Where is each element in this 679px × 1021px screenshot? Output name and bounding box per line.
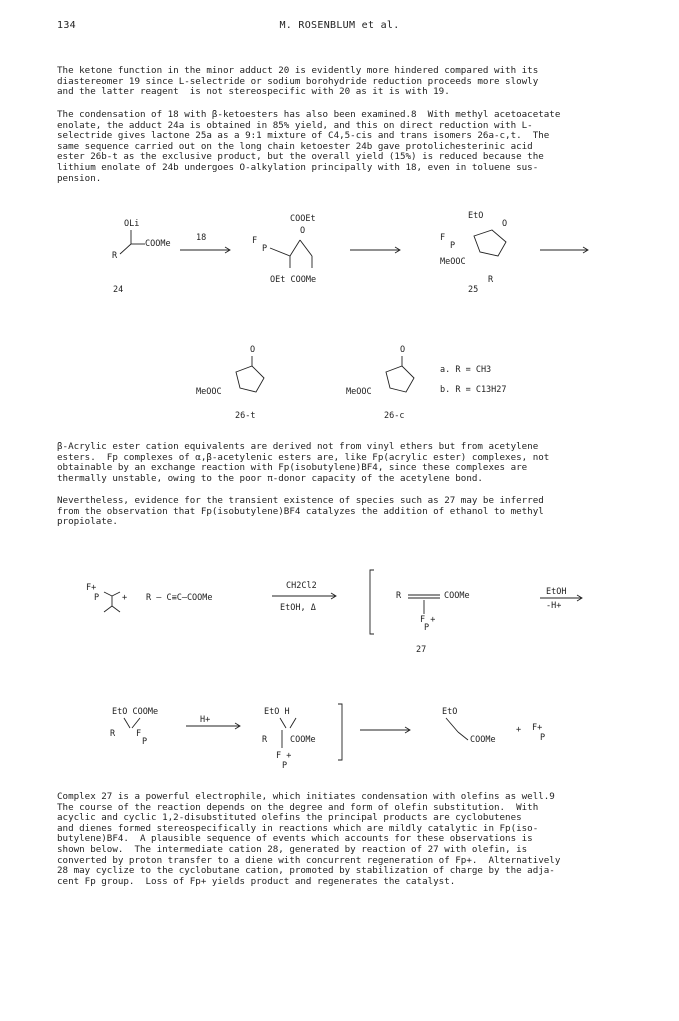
label-oet-coome: OEt COOMe	[270, 275, 317, 285]
label-p-right: P	[540, 733, 546, 743]
label-r-left: R	[110, 729, 116, 739]
option-b: b. R = C13H27	[440, 385, 507, 395]
label-f-25: F	[440, 233, 446, 243]
label-o-26c: O	[400, 345, 406, 355]
compound-25: 25	[468, 285, 479, 295]
paragraph-1: The ketone function in the minor adduct 20 is evidently more hindered compared with its diastereomer 19 since L-selectride or sodium borohydride reduction proceeds more slowly and the latter reagent is not stereospecific with 20 as it is with 19.	[57, 65, 539, 98]
reagent-18: 18	[196, 233, 207, 243]
label-r-mid: R	[262, 735, 268, 745]
compound-26c: 26-c	[384, 411, 405, 421]
paragraph-4: Nevertheless, evidence for the transient existence of species such as 27 may be inferred from the observation that Fp(isobutylene)BF4 catalyzes the addition of ethanol to methyl propiolate.	[57, 495, 544, 528]
label-o: O	[300, 226, 306, 236]
label-f-plus-mid: F +	[276, 751, 292, 761]
label-plus-right: +	[516, 725, 522, 735]
compound-27: 27	[416, 645, 427, 655]
label-fp-plus-right: F+	[532, 723, 543, 733]
label-eto-h: EtO H	[264, 707, 290, 717]
label-coome-mid: COOMe	[290, 735, 316, 745]
label-p-25: P	[450, 241, 456, 251]
label-h-plus: H+	[200, 715, 211, 725]
label-r-25: R	[488, 275, 494, 285]
label-alkyne: R — C≡C—COOMe	[146, 593, 213, 603]
label-coome-27: COOMe	[444, 591, 470, 601]
page-number: 134	[57, 20, 76, 31]
compound-24: 24	[113, 285, 124, 295]
label-p: P	[94, 593, 100, 603]
label-p-27: P	[424, 623, 430, 633]
paragraph-2: The condensation of 18 with β-ketoesters has also been examined.8 With methyl acetoacetate enolate, the adduct 24a is obtained in 85% yield, and this on direct reduction with L- selectride gives lactone 25a as a 9:1 mixture of C4,5-cis and trans isomers 26a-c,t. The same sequence carried out on the long chain ketoester 24b gave protolichesterinic acid ester 26b-t as the exclusive product, but the overall yield (15%) is reduced because the lithium enolate of 24b undergoes O-alkylation principally with 18, even in toluene sus- pension.	[57, 109, 561, 184]
compound-26t: 26-t	[235, 411, 256, 421]
label-f-plus-27: F +	[420, 615, 436, 625]
label-f: F	[252, 236, 258, 246]
label-eto-right: EtO	[442, 707, 458, 717]
label-eto: EtO	[468, 211, 484, 221]
label-conditions: EtOH, Δ	[280, 603, 316, 613]
label-coome: COOMe	[145, 239, 171, 249]
label-f-left: F	[136, 729, 142, 739]
label-p-mid: P	[282, 761, 288, 771]
label-p-left: P	[142, 737, 148, 747]
label-o-26t: O	[250, 345, 256, 355]
label-p: P	[262, 244, 268, 254]
label-cooet: COOEt	[290, 214, 316, 224]
label-meooc-26t: MeOOC	[196, 387, 222, 397]
label-o-ring: O	[502, 219, 508, 229]
paragraph-5: Complex 27 is a powerful electrophile, which initiates condensation with olefins as well.9 The course of the reaction depends on the degree and form of olefin substitution. With acyclic and cyclic 1,2-disubstituted olefins the principal products are cyclobutenes and dienes formed stereospecifically in reactions which are mildly catalytic in Fp(iso- butylene)BF4. A plausible sequence of events which accounts for these observations is shown below. The intermediate cation 28, generated by reaction of 27 with olefin, is converted by proton transfer to a diene with concurrent regeneration of Fp+. Alternatively 28 may cyclize to the cyclobutane cation, promoted by stabilization of charge by the adja- cent Fp group. Loss of Fp+ yields product and regenerates the catalyst.	[57, 791, 561, 887]
label-etoh: EtOH	[546, 587, 567, 597]
label-solvent: CH2Cl2	[286, 581, 317, 591]
label-coome-right: COOMe	[470, 735, 496, 745]
label-meooc-25: MeOOC	[440, 257, 466, 267]
label-r: R	[112, 251, 118, 261]
label-plus: +	[122, 593, 128, 603]
label-r-27: R	[396, 591, 402, 601]
label-fp-plus: F+	[86, 583, 97, 593]
paragraph-3: β-Acrylic ester cation equivalents are derived not from vinyl ethers but from acetylene esters. Fp complexes of α,β-acetylenic esters are, like Fp(acrylic ester) complexes, not obtainable by an exchange reaction with Fp(isobutylene)BF4, since these complexes are thermally unstable, owing to the poor π-donor capacity of the acetylene bond.	[57, 441, 550, 484]
running-title: M. ROSENBLUM et al.	[279, 20, 400, 31]
label-meooc-26c: MeOOC	[346, 387, 372, 397]
label-minus-h: -H+	[546, 601, 562, 611]
label-eto-coome: EtO COOMe	[112, 707, 159, 717]
option-a: a. R = CH3	[440, 365, 492, 375]
label-oli: OLi	[124, 219, 140, 229]
